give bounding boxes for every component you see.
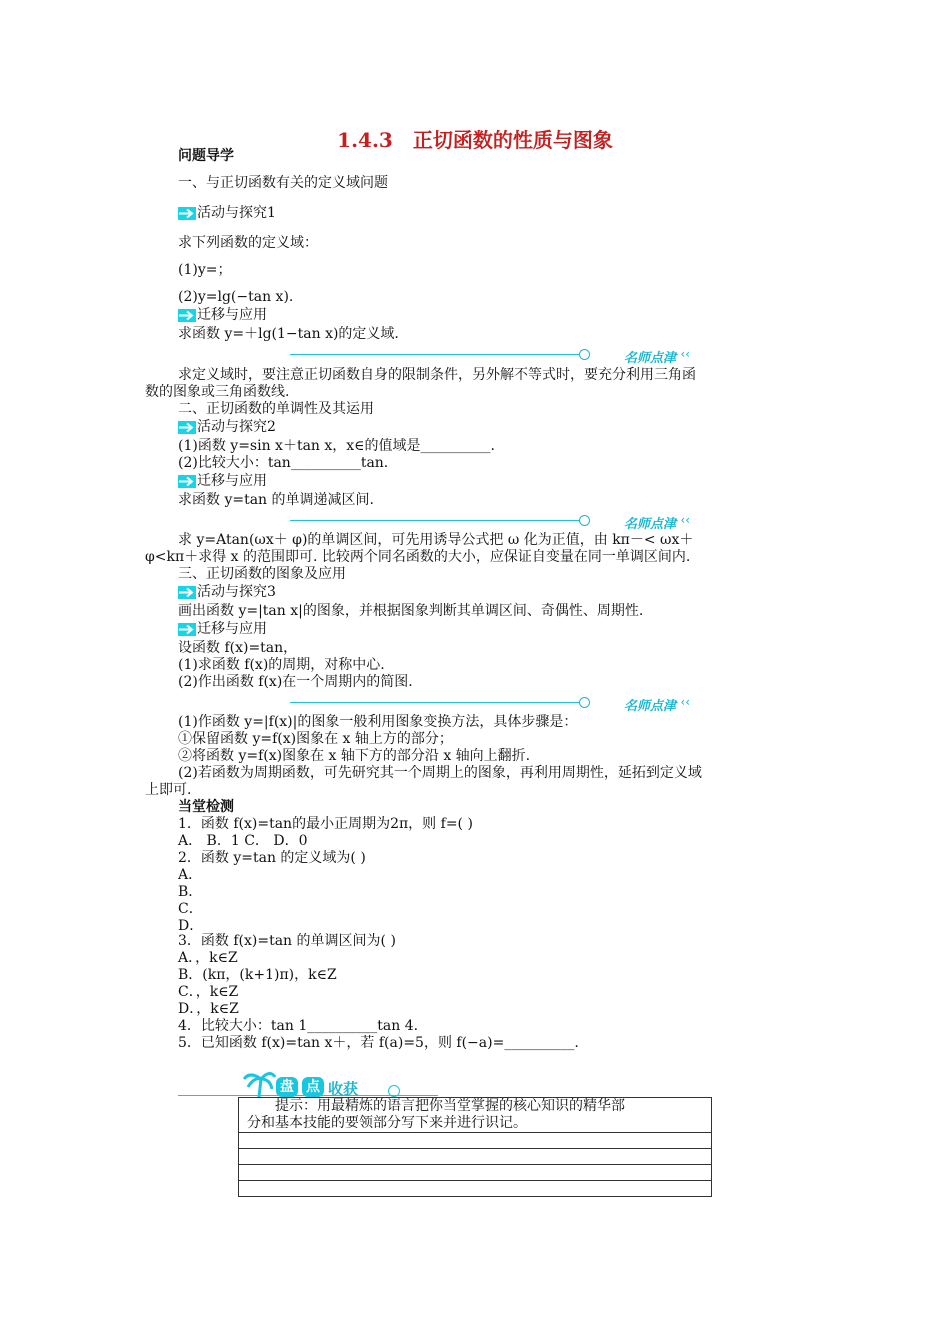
tip-3-line-1: (1)作函数 y=|f(x)|的图象一般利用图象变换方法，具体步骤是： [178,714,578,730]
transfer-3-item-2: (2)作出函数 f(x)在一个周期内的简图. [178,674,413,690]
arrow-right-icon [178,586,196,599]
section-guide-heading: 问题导学 [178,148,234,164]
question-3-option-d: D．，k∈Z [178,1001,239,1017]
transfer-3 [178,621,267,638]
transfer-2-question: 求函数 y=tan 的单调递减区间. [178,492,374,508]
summary-prompt-line-1: 提示：用最精炼的语言把你当堂掌握的核心知识的精华部 [275,1098,625,1114]
tip-label: 名师点津 [623,517,676,532]
question-2-option-d: D． [178,918,204,934]
question-1: 1．函数 f(x)=tan的最小正周期为2π，则 f=( ) [178,816,473,832]
tip-2-line-1: 求 y=Atan(ωx＋ φ)的单调区间，可先用诱导公式把 ω 化为正值，由 kπ－< ωx＋ [178,532,694,548]
question-3-option-c: C．，k∈Z [178,984,239,1000]
transfer-2-label: 迁移与应用 [197,473,267,489]
question-3: 3．函数 f(x)=tan 的单调区间为( ) [178,933,396,949]
transfer-1-label: 迁移与应用 [197,307,267,323]
notes-line[interactable] [239,1181,712,1197]
summary-badge-1: 盘 [276,1077,298,1097]
notes-line[interactable] [239,1133,712,1149]
activity-1 [178,205,276,222]
activity-1-item-2: (2)y=lg(−tan x). [178,289,294,305]
tip-3-line-4: (2)若函数为周期函数，可先研究其一个周期上的图象，再利用周期性，延拓到定义域 [178,765,702,781]
part1-heading: 一、与正切函数有关的定义域问题 [178,175,388,191]
arrow-right-icon [178,475,196,488]
activity-2-item-2: (2)比较大小：tan__________tan. [178,455,389,471]
arrow-right-icon [178,309,196,322]
question-2: 2．函数 y=tan 的定义域为( ) [178,850,366,866]
bubble-icon [388,1085,400,1097]
transfer-1-question: 求函数 y=＋lg(1−tan x)的定义域. [178,326,399,342]
tip-divider [290,696,690,712]
question-4: 4．比较大小：tan 1__________tan 4. [178,1018,419,1034]
activity-1-label: 活动与探究1 [197,205,276,221]
activity-3-question: 画出函数 y=|tan x|的图象，并根据图象判断其单调区间、奇偶性、周期性. [178,603,644,619]
part3-heading: 三、正切函数的图象及应用 [178,566,346,582]
tip-1-line-2: 数的图象或三角函数线. [145,384,290,400]
tip-1-line-1: 求定义域时，要注意正切函数自身的限制条件，另外解不等式时，要充分利用三角函 [178,367,696,383]
double-chevron-icon: ‹‹ [680,513,690,527]
tip-label: 名师点津 [623,699,676,714]
question-2-option-c: C． [178,901,203,917]
tip-divider [290,348,690,364]
transfer-3-item-1: (1)求函数 f(x)的周期，对称中心. [178,657,385,673]
transfer-3-label: 迁移与应用 [197,621,267,637]
summary-badge-2: 点 [302,1077,324,1097]
transfer-2 [178,473,267,490]
tip-divider [290,514,690,530]
activity-1-item-1: (1)y=； [178,262,232,278]
question-2-option-b: B． [178,884,203,900]
tip-2-line-2: φ<kπ＋求得 x 的范围即可. 比较两个同名函数的大小，应保证自变量在同一单调区间内. [145,549,691,565]
activity-2 [178,419,276,436]
tip-3-line-3: ②将函数 y=f(x)图象在 x 轴下方的部分沿 x 轴向上翻折. [178,748,531,764]
notes-line[interactable] [239,1165,712,1181]
question-3-option-b: B．(kπ，(k+1)π)，k∈Z [178,967,337,983]
transfer-1 [178,307,267,324]
question-5: 5．已知函数 f(x)=tan x＋，若 f(a)=5，则 f(−a)=__________. [178,1035,579,1051]
double-chevron-icon: ‹‹ [680,347,690,361]
transfer-3-question: 设函数 f(x)=tan， [178,640,298,656]
summary-notes-box [238,1097,712,1197]
page-title: 1.4.3 正切函数的性质与图象 [337,128,613,152]
arrow-right-icon [178,623,196,636]
activity-3-label: 活动与探究3 [197,584,276,600]
activity-3 [178,584,276,601]
question-1-options: A． B．1 C． D．0 [178,833,308,849]
section-test-heading: 当堂检测 [178,799,234,815]
tip-label: 名师点津 [623,351,676,366]
activity-2-item-1: (1)函数 y=sin x＋tan x，x∈的值域是__________. [178,438,495,454]
part2-heading: 二、正切函数的单调性及其运用 [178,401,374,417]
double-chevron-icon: ‹‹ [680,695,690,709]
arrow-right-icon [178,421,196,434]
activity-2-label: 活动与探究2 [197,419,276,435]
tip-3-line-2: ①保留函数 y=f(x)图象在 x 轴上方的部分； [178,731,453,747]
question-3-option-a: A．，k∈Z [178,950,238,966]
notes-line[interactable] [239,1149,712,1165]
summary-label: 收获 [328,1080,359,1098]
summary-prompt [239,1098,712,1133]
tip-3-line-5: 上即可. [145,782,192,798]
summary-prompt-line-2: 分和基本技能的要领部分写下来并进行识记。 [247,1115,527,1131]
activity-1-question: 求下列函数的定义域： [178,235,318,251]
arrow-right-icon [178,207,196,220]
question-2-option-a: A． [178,867,203,883]
